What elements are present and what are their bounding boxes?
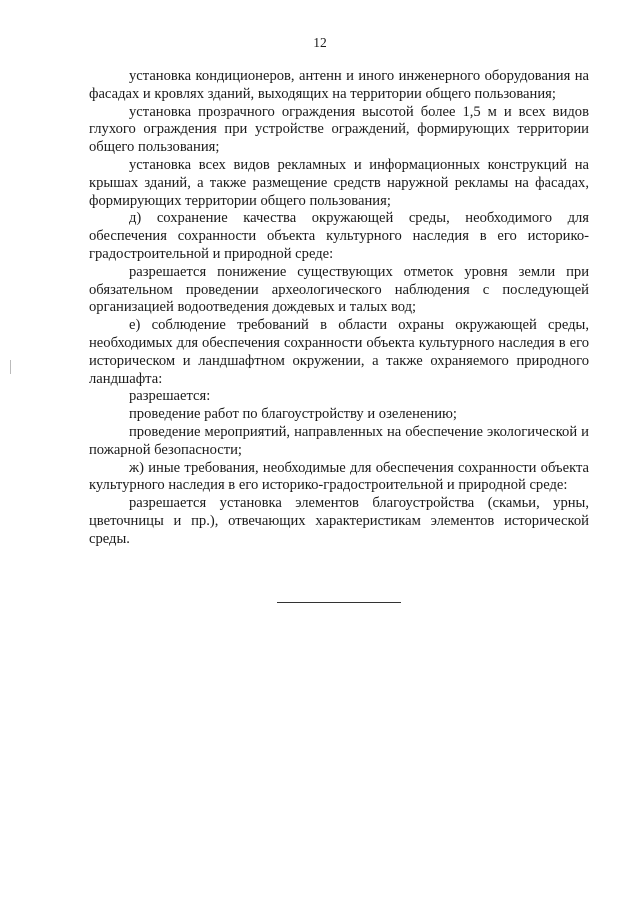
paragraph-9: проведение мероприятий, направленных на обеспечение экологической и пожарной безопасности; — [89, 423, 589, 458]
paragraph-4: д) сохранение качества окружающей среды, необходимого для обеспечения сохранности объекта культурного наследия в его историко-градостроительной и природной среде: — [89, 210, 589, 262]
scan-margin-mark — [10, 360, 11, 374]
paragraph-3: установка всех видов рекламных и информационных конструкций на крышах зданий, а также размещение средств наружной рекламы на фасадах, формирующих территории общего пользования; — [89, 156, 589, 209]
paragraph-1: установка кондиционеров, антенн и иного инженерного оборудования на фасадах и кровлях зданий, выходящих на территории общего пользования; — [89, 68, 589, 102]
paragraph-11: разрешается установка элементов благоустройства (скамьи, урны, цветочницы и пр.), отвечающих характеристикам элементов исторической среды. — [89, 495, 589, 547]
paragraph-10: ж) иные требования, необходимые для обеспечения сохранности объекта культурного наследия в его историко-градостроительной и природной среде: — [89, 459, 589, 494]
end-of-text-rule — [277, 602, 401, 603]
page-number: 12 — [313, 35, 327, 50]
paragraph-8: проведение работ по благоустройству и озеленению; — [129, 406, 457, 423]
document-body — [89, 68, 589, 549]
paragraph-2: установка прозрачного ограждения высотой более 1,5 м и всех видов глухого ограждения при устройстве ограждений, формирующих территории общего пользования; — [89, 103, 589, 156]
paragraph-5: разрешается понижение существующих отметок уровня земли при обязательном проведении археологического наблюдения с последующей организацией водоотведения дождевых и талых вод; — [89, 263, 589, 316]
paragraph-6: е) соблюдение требований в области охраны окружающей среды, необходимых для обеспечения сохранности объекта культурного наследия в его историческом и ландшафтном окружении, а также охраняемого природного ландшафта: — [89, 317, 589, 387]
paragraph-7: разрешается: — [129, 388, 211, 405]
